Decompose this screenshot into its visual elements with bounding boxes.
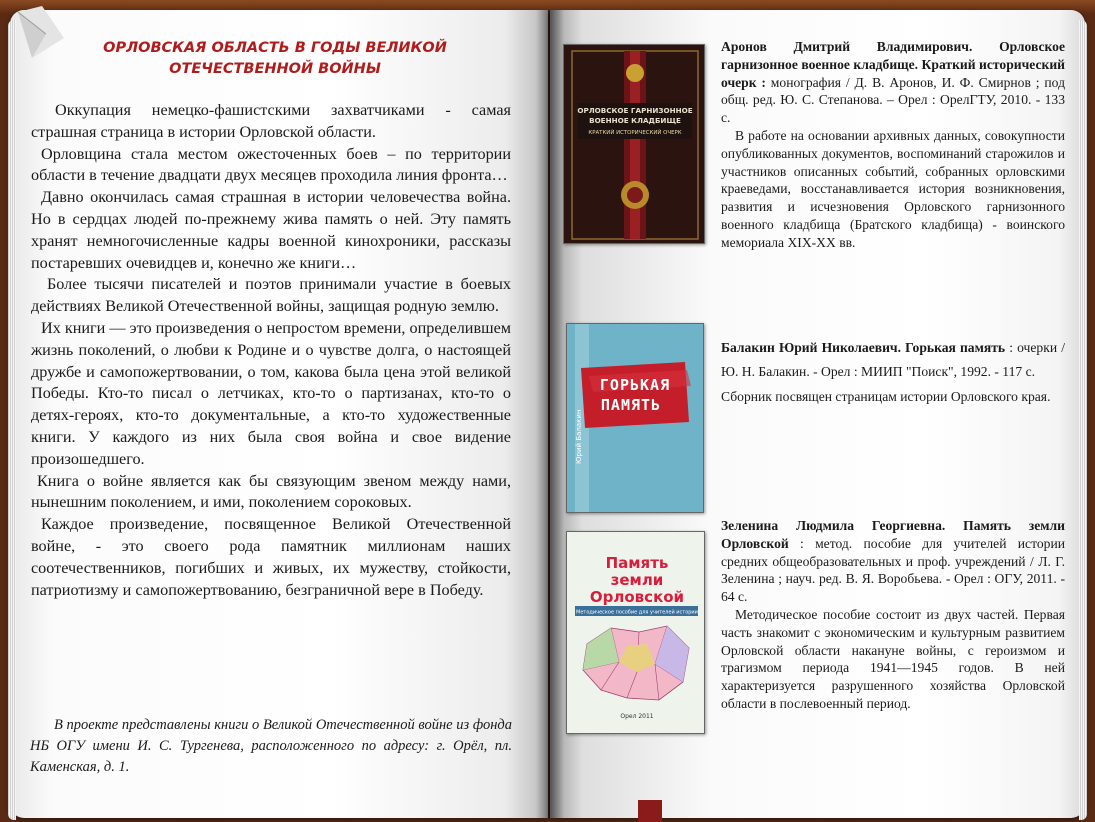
- book-title[interactable]: Аронов Дмитрий Владимирович. Орловское гарнизонное военное кладбище. Краткий исторический очерк :: [721, 39, 1065, 90]
- bookmark-ribbon: [638, 800, 662, 822]
- paragraph: Орловщина стала местом ожесточенных боев – по территории области в течение двадцати двух месяцев проходила линия фронта…: [31, 144, 511, 185]
- cover-title-line: ГОРЬКАЯ: [599, 376, 671, 394]
- cover-author: Юрий Балакин: [575, 409, 583, 464]
- paragraph: Более тысячи писателей и поэтов принимали участие в боевых действиях Великой Отечественной войны, защищая родную землю.: [31, 275, 511, 316]
- book-cover-art: [567, 532, 705, 734]
- cover-title-line: Орловской: [589, 588, 685, 606]
- page-edge: [1079, 20, 1087, 820]
- cover-title-line: земли: [610, 571, 664, 589]
- page-edge: [8, 20, 16, 820]
- book-details: монография / Д. В. Аронов, И. Ф. Смирнов ; под общ. ред. Ю. С. Степанова. – Орел : ОрелГТУ, 2010. - 133 с.: [721, 74, 1065, 126]
- book-cover-1[interactable]: [563, 44, 705, 244]
- paragraph: Их книги — это произведения о непростом времени, определившем жизнь поколений, о любви к Родине и о чувстве долга, о настоящей дружбе и самопожертвовании, о том, какова была цена этой великой Победы. Кто-то писал о летчиках, кто-то о партизанах, кто-то о детях-героях, кто-то документальные, а кто-то художественные книги. У каждого из них была своя война и свое видение произошедшего.: [31, 318, 511, 468]
- cover-title-line: Память: [605, 554, 669, 572]
- paragraph: Книга о войне является как бы связующим звеном между нами, нынешним поколением, и ими, поколением сороковых.: [31, 471, 511, 512]
- book-title[interactable]: Балакин Юрий Николаевич. Горькая память: [721, 340, 1006, 355]
- project-note: В проекте представлены книги о Великой Отечественной войне из фонда НБ ОГУ имени И. С. Тургенева, расположенного по адресу: г. Орёл, пл. Каменская, д. 1.: [30, 717, 512, 775]
- book-details: : очерки / Ю. Н. Балакин. - Орел : МИИП "Поиск", 1992. - 117 с.: [721, 340, 1065, 379]
- book-description: В работе на основании архивных данных, совокупности опубликованных документов, воспоминаний старожилов и участников описанных событий, собранных орловскими краеведами, восстанавливается история возникновения, развития и исчезновения Орловского гарнизонного военного кладбища (Братского кладбища) - воинского мемориала XIX-XX вв.: [721, 127, 1065, 250]
- book-spine: [536, 10, 564, 818]
- book-entry-3: [721, 517, 1065, 713]
- book-entry-1: [721, 38, 1065, 252]
- paragraph: Каждое произведение, посвященное Великой Отечественной войне, - это своего рода памятник миллионам наших соотечественников, погибших и живых, их мужеству, стойкости, патриотизму и самопожертвованию, безграничной вере в Победу.: [31, 515, 511, 599]
- cover-footer: Орел 2011: [620, 713, 654, 720]
- cover-subtitle: Методическое пособие для учителей истории: [576, 609, 698, 616]
- book-cover-2[interactable]: [566, 323, 704, 513]
- cover-title-line: КРАТКИЙ ИСТОРИЧЕСКИЙ ОЧЕРК: [588, 130, 682, 136]
- page-title: ОРЛОВСКАЯ ОБЛАСТЬ В ГОДЫ ВЕЛИКОЙ ОТЕЧЕСТВЕННОЙ ВОЙНЫ: [103, 40, 447, 77]
- book-citation: [721, 517, 1065, 606]
- book-cover-3[interactable]: [566, 531, 705, 734]
- book-citation: [721, 38, 1065, 127]
- book-cover-art: [564, 45, 705, 244]
- cover-title-line: ПАМЯТЬ: [600, 396, 662, 414]
- paragraph: Давно окончилась самая страшная в истории человечества война. Но в сердцах людей по-прежнему жива память о ней. Эту память хранят немногочисленные кадры военной кинохроники, рассказы постаревших очевидцев и, конечно же книги…: [31, 188, 511, 272]
- book-details: : метод. пособие для учителей истории средних общеобразовательных и проф. учреждений / Л. Г. Зеленина ; науч. ред. В. Я. Воробьева. - Орел : ОГУ, 2011. - 64 с.: [721, 535, 1065, 605]
- cover-title-line: ОРЛОВСКОЕ ГАРНИЗОННОЕ: [577, 106, 693, 115]
- cover-title-line: ВОЕННОЕ КЛАДБИЩЕ: [589, 116, 681, 125]
- book-entry-2: [721, 336, 1065, 406]
- book-citation: [721, 336, 1065, 384]
- page-curl-icon: [12, 4, 72, 60]
- intro-text: [31, 100, 511, 601]
- book-description: Методическое пособие состоит из двух частей. Первая часть знакомит с экономическим и культурным развитием Орловской области накануне войны, с героизмом и трагизмом периода 1941—1945 годов. В ней характеризуется разрушенного хозяйства Орловской области в послевоенный период.: [721, 606, 1065, 711]
- book-cover-art: [567, 324, 704, 513]
- book-description: Сборник посвящен страницам истории Орловского края.: [721, 389, 1051, 404]
- book-title[interactable]: Зеленина Людмила Георгиевна. Память земли Орловской: [721, 518, 1065, 551]
- paragraph: Оккупация немецко-фашистскими захватчиками - самая страшная страница в истории Орловской области.: [31, 101, 511, 141]
